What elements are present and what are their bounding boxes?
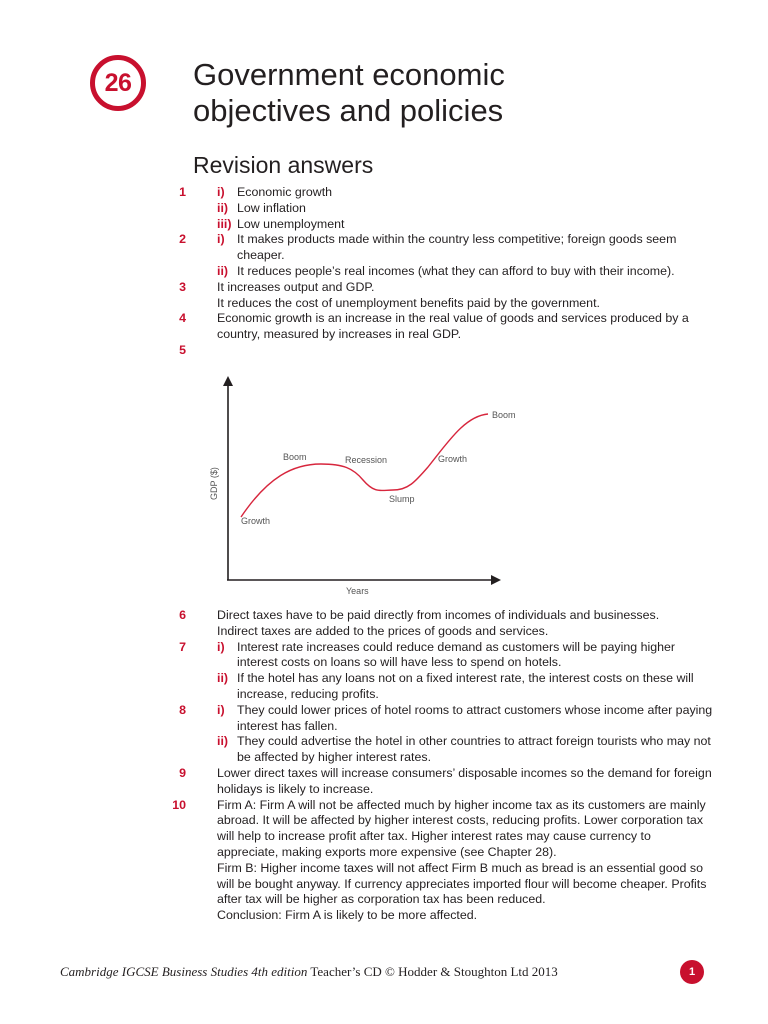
footer-copyright: Teacher’s CD © Hodder & Stoughton Ltd 2013	[307, 964, 558, 979]
answer-text: It makes products made within the country less competitive; foreign goods seem cheaper.	[237, 232, 677, 263]
answer-text: If the hotel has any loans not on a fixed interest rate, the interest costs on these will increase, reducing profits.	[237, 671, 694, 701]
chart-svg	[193, 372, 516, 602]
title-line-1: Government economic	[193, 57, 505, 92]
sub-marker: i)	[217, 702, 225, 717]
label-boom-1: Boom	[283, 452, 307, 462]
sub-marker: ii)	[217, 671, 229, 686]
footer-book-title: Cambridge IGCSE Business Studies 4th edition	[60, 964, 308, 979]
answer-7	[179, 639, 713, 703]
answer-text: Low unemployment	[237, 216, 345, 231]
answer-text: Low inflation	[237, 200, 306, 215]
answer-text: Firm A: Firm A will not be affected much by higher income tax as its customers are mainly abroad. It will be affected by higher interest costs, reducing profits. Lower corporation tax will help to increase profit after tax. Higher interest rates may cause currency to appreciate, making exports more expensive (see Chapter 28).	[217, 797, 706, 859]
answer-number: 9	[179, 765, 186, 780]
footer-credit	[60, 964, 558, 980]
answer-text: Lower direct taxes will increase consumers’ disposable incomes so the demand for foreign holidays is likely to increase.	[217, 765, 712, 796]
answer-text: They could advertise the hotel in other countries to attract foreign tourists who may not be affected by higher interest rates.	[237, 734, 711, 765]
sub-marker: i)	[217, 185, 225, 199]
label-boom-2: Boom	[492, 410, 516, 420]
answer-8	[179, 702, 713, 766]
answer-3	[179, 279, 713, 312]
answer-text: It reduces the cost of unemployment benefits paid by the government.	[217, 295, 600, 310]
answer-text: They could lower prices of hotel rooms to attract customers whose income after paying interest has fallen.	[237, 702, 713, 733]
chapter-number-badge: 26	[90, 55, 146, 111]
answer-text: It increases output and GDP.	[217, 279, 375, 294]
label-growth-1: Growth	[241, 516, 271, 526]
answer-text: Direct taxes have to be paid directly from incomes of individuals and businesses.	[217, 608, 660, 622]
answer-number: 10	[172, 797, 186, 812]
page-number-badge: 1	[680, 960, 704, 984]
answer-text: Economic growth is an increase in the real value of goods and services produced by a country, measured by increases in real GDP.	[217, 311, 689, 342]
sub-marker: ii)	[217, 734, 229, 749]
label-slump: Slump	[389, 494, 415, 504]
answer-6	[179, 608, 713, 640]
answer-number: 2	[179, 232, 186, 247]
x-axis-arrow	[491, 575, 501, 585]
answer-number: 3	[179, 279, 186, 294]
sub-marker: i)	[217, 639, 225, 654]
sub-marker: ii)	[217, 200, 229, 215]
y-axis-arrow	[223, 376, 233, 386]
sub-marker: iii)	[217, 216, 232, 231]
answer-number: 7	[179, 639, 186, 654]
answer-number: 4	[179, 311, 186, 326]
answer-text: It reduces people’s real incomes (what they can afford to buy with their income).	[237, 263, 675, 278]
answer-5	[179, 342, 713, 359]
page-title	[193, 57, 505, 129]
answer-number: 6	[179, 608, 186, 622]
label-recession: Recession	[345, 455, 388, 465]
business-cycle-chart	[193, 372, 516, 602]
answer-9	[179, 765, 713, 798]
answer-1	[179, 185, 713, 232]
gdp-curve	[241, 414, 488, 517]
section-title: Revision answers	[193, 152, 374, 178]
answers-upper	[179, 185, 713, 359]
sub-marker: ii)	[217, 263, 229, 278]
answer-number: 8	[179, 702, 186, 717]
answer-text: Interest rate increases could reduce demand as customers will be paying higher interest costs on loans so will have less to spend on hotels.	[237, 639, 676, 670]
answer-number: 1	[179, 185, 186, 199]
x-axis-label: Years	[346, 586, 369, 596]
y-axis-label: GDP ($)	[209, 467, 219, 500]
title-line-2: objectives and policies	[193, 93, 504, 128]
answer-2	[179, 232, 713, 279]
answer-text: Conclusion: Firm A is likely to be more affected.	[217, 908, 478, 923]
answer-text: Economic growth	[237, 185, 333, 199]
answer-10	[172, 797, 713, 924]
answer-text: Indirect taxes are added to the prices of goods and services.	[217, 623, 549, 638]
label-growth-2: Growth	[438, 454, 468, 464]
answers-lower	[172, 608, 713, 924]
answer-number: 5	[179, 342, 186, 357]
sub-marker: i)	[217, 232, 225, 247]
answer-4	[179, 311, 713, 343]
answer-text: Firm B: Higher income taxes will not affect Firm B much as bread is an essential good so will be bought anyway. If currency appreciates imported flour will become cheaper. Profits after tax will be higher as corporation tax has been reduced.	[217, 860, 707, 907]
